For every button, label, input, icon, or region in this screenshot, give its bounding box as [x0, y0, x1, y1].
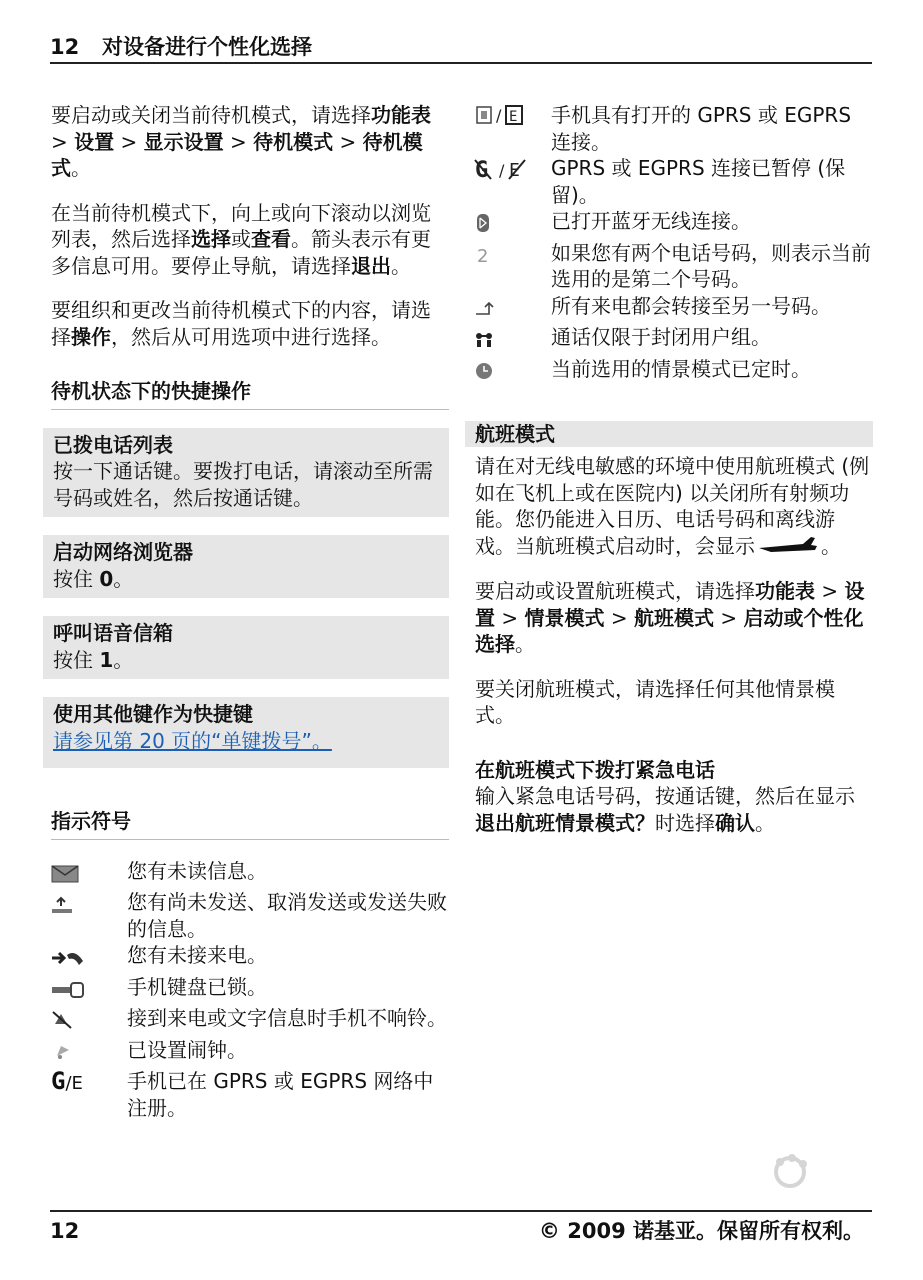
- shortcut-body: [53, 647, 445, 674]
- svg-text:/: /: [496, 106, 502, 125]
- softkey-label: 确认: [715, 810, 755, 835]
- indicator-text: 您有未接来电。: [127, 943, 267, 967]
- text: 。箭头表示有更多信息可用。要停止导航，请选择: [51, 227, 431, 278]
- menu-path-item: 设置: [74, 129, 115, 154]
- flight-off-paragraph: 要关闭航班模式，请选择任何其他情景模式。: [475, 676, 835, 728]
- indicator-text: GPRS 或 EGPRS 连接已暂停 (保留)。: [551, 156, 846, 207]
- svg-text:E: E: [509, 160, 520, 181]
- text: 在当前待机模式下，向上或向下滚动以浏览列表，然后选择: [51, 200, 431, 251]
- svg-text:/: /: [499, 161, 505, 180]
- left-column: [51, 102, 449, 1121]
- softkey-label: 退出: [351, 253, 391, 278]
- svg-text:E: E: [509, 109, 518, 125]
- gprs-registered-icon: G/E: [51, 1067, 83, 1095]
- text: 按住: [53, 647, 100, 672]
- menu-path-item: 待机模式: [253, 129, 334, 154]
- call-divert-icon: [467, 293, 551, 325]
- text: 按住: [53, 566, 100, 591]
- indicator-row: [51, 889, 449, 942]
- header-page-number: 12: [50, 35, 80, 59]
- menu-path-item: 显示设置: [143, 129, 224, 154]
- shortcut-body: [53, 566, 445, 593]
- shortcut-title: 已拨电话列表: [53, 432, 173, 457]
- softkey-label: 操作: [71, 324, 111, 349]
- prompt-label: 退出航班情景模式？: [475, 810, 655, 835]
- text: 。: [113, 647, 134, 672]
- text: 时选择: [655, 810, 715, 835]
- envelope-icon: [51, 858, 127, 890]
- indicator-text: 您有尚未发送、取消发送或发送失败的信息。: [127, 890, 447, 941]
- svg-text:2: 2: [477, 245, 489, 265]
- indicator-text: 您有未读信息。: [127, 858, 267, 883]
- text: 或: [231, 227, 251, 251]
- text: 要启动或设置航班模式，请选择: [475, 579, 755, 604]
- menu-path-item: 待机模式: [51, 129, 423, 180]
- indicator-text: 通话仅限于封闭用户组。: [551, 325, 771, 349]
- silent-icon: [51, 1005, 127, 1037]
- emergency-call-paragraph: [467, 783, 873, 836]
- indicator-text: 手机具有打开的 GPRS 或 EGPRS 连接。: [551, 103, 852, 154]
- bluetooth-icon: [467, 208, 551, 240]
- menu-path-item: 情景模式: [524, 605, 605, 630]
- emergency-call-title: 在航班模式下拨打紧急电话: [475, 757, 715, 782]
- key-label: 1: [99, 647, 114, 672]
- footer-page-number: 12: [50, 1219, 80, 1243]
- speed-dial-link[interactable]: 请参见第 20 页的“单键拨号”。: [53, 728, 332, 753]
- menu-path-item: 功能表: [755, 579, 815, 604]
- right-column: [467, 102, 873, 854]
- path-separator: >: [604, 605, 634, 630]
- path-separator: >: [495, 605, 525, 630]
- footer-copyright: © 2009 诺基亚。保留所有权利。: [538, 1219, 864, 1243]
- indicator-row: [51, 1068, 449, 1121]
- softkey-label: 选择: [191, 227, 231, 251]
- scroll-paragraph: [51, 200, 449, 280]
- text: 要组织和更改当前待机模式下的内容，请选择: [51, 298, 431, 349]
- shortcut-box: [43, 428, 449, 518]
- text: 。: [113, 566, 134, 591]
- section-title-indicators: 指示符号: [51, 808, 449, 840]
- closed-group-icon: [467, 324, 551, 356]
- alarm-icon: [51, 1037, 127, 1069]
- watermark-logo: [640, 1150, 870, 1212]
- shortcut-title: 呼叫语音信箱: [53, 621, 173, 645]
- indicator-row: [467, 293, 873, 325]
- standby-intro-paragraph: [51, 102, 449, 182]
- path-separator: >: [51, 129, 75, 154]
- shortcut-box: [43, 535, 449, 598]
- text: 要启动或关闭当前待机模式，请选择: [51, 103, 371, 127]
- indicator-row: [467, 208, 873, 240]
- outbox-icon: [51, 889, 127, 942]
- header-title: 对设备进行个性化选择: [102, 35, 312, 59]
- key-label: 0: [99, 566, 114, 591]
- shortcut-box: [43, 697, 449, 768]
- text: ，然后从可用选项中进行选择。: [111, 324, 391, 349]
- organize-paragraph: [51, 297, 449, 350]
- path-separator: >: [713, 605, 744, 630]
- shortcut-title: 启动网络浏览器: [53, 540, 193, 564]
- airplane-icon: [757, 534, 819, 561]
- shortcut-title: 使用其他键作为快捷键: [53, 702, 253, 726]
- indicator-row: [51, 858, 449, 890]
- indicator-text: 已打开蓝牙无线连接。: [551, 209, 751, 233]
- text: 。: [391, 253, 411, 278]
- indicator-row: [467, 356, 873, 388]
- text: 输入紧急电话号码，按通话键，然后在显示: [475, 784, 855, 809]
- flight-mode-title: 航班模式: [465, 421, 873, 447]
- text: 。: [755, 810, 775, 835]
- shortcut-box: [43, 616, 449, 679]
- section-title-shortcuts: 待机状态下的快捷操作: [51, 378, 449, 410]
- indicator-row: [467, 102, 873, 155]
- indicator-text: 已设置闹钟。: [127, 1037, 247, 1062]
- indicator-text: 手机已在 GPRS 或 EGPRS 网络中注册。: [127, 1069, 434, 1120]
- text: 。: [71, 156, 91, 180]
- menu-path-item: 功能表: [371, 103, 431, 127]
- keypad-lock-icon: [51, 974, 127, 1006]
- missed-call-icon: [51, 942, 127, 974]
- menu-path-item: 航班模式: [633, 605, 714, 630]
- indicator-text: 当前选用的情景模式已定时。: [551, 356, 811, 381]
- indicator-text: 接到来电或文字信息时手机不响铃。: [127, 1006, 447, 1030]
- flight-setup-paragraph: [467, 578, 873, 658]
- menu-path-item: 设置: [475, 579, 865, 630]
- indicator-row: [467, 240, 873, 293]
- page-footer: [50, 1210, 872, 1243]
- page-header: [50, 34, 872, 64]
- indicator-row: [51, 942, 449, 974]
- gprs-open-icon: [467, 102, 551, 155]
- menu-path-item: 启动或个性化选择: [475, 605, 864, 657]
- indicator-row: [51, 1037, 449, 1069]
- path-separator: >: [223, 129, 254, 154]
- indicator-row: [51, 974, 449, 1006]
- svg-text:G: G: [475, 158, 489, 181]
- indicator-text: 所有来电都会转接至另一号码。: [551, 293, 831, 318]
- text: 。: [821, 533, 841, 558]
- gprs-held-icon: [467, 155, 551, 208]
- line-two-icon: [467, 240, 551, 293]
- path-separator: >: [815, 579, 845, 604]
- indicator-row: [51, 1005, 449, 1037]
- indicator-text: 如果您有两个电话号码，则表示当前选用的是第二个号码。: [551, 240, 871, 291]
- path-separator: >: [333, 129, 363, 154]
- timed-profile-icon: [467, 356, 551, 388]
- text: 请在对无线电敏感的环境中使用航班模式 (例如在飞机上或在医院内) 以关闭所有射频功能。您仍能进入日历、电话号码和离线游戏。当航班模式启动时，会显示: [475, 454, 870, 558]
- indicator-text: 手机键盘已锁。: [127, 974, 267, 999]
- text: 。: [515, 632, 535, 657]
- flight-mode-paragraph: [467, 453, 873, 560]
- softkey-label: 查看: [251, 227, 291, 251]
- indicator-row: [467, 155, 873, 208]
- indicator-row: [467, 324, 873, 356]
- shortcut-body: 按一下通话键。要拨打电话，请滚动至所需号码或姓名，然后按通话键。: [53, 459, 433, 510]
- path-separator: >: [114, 129, 144, 154]
